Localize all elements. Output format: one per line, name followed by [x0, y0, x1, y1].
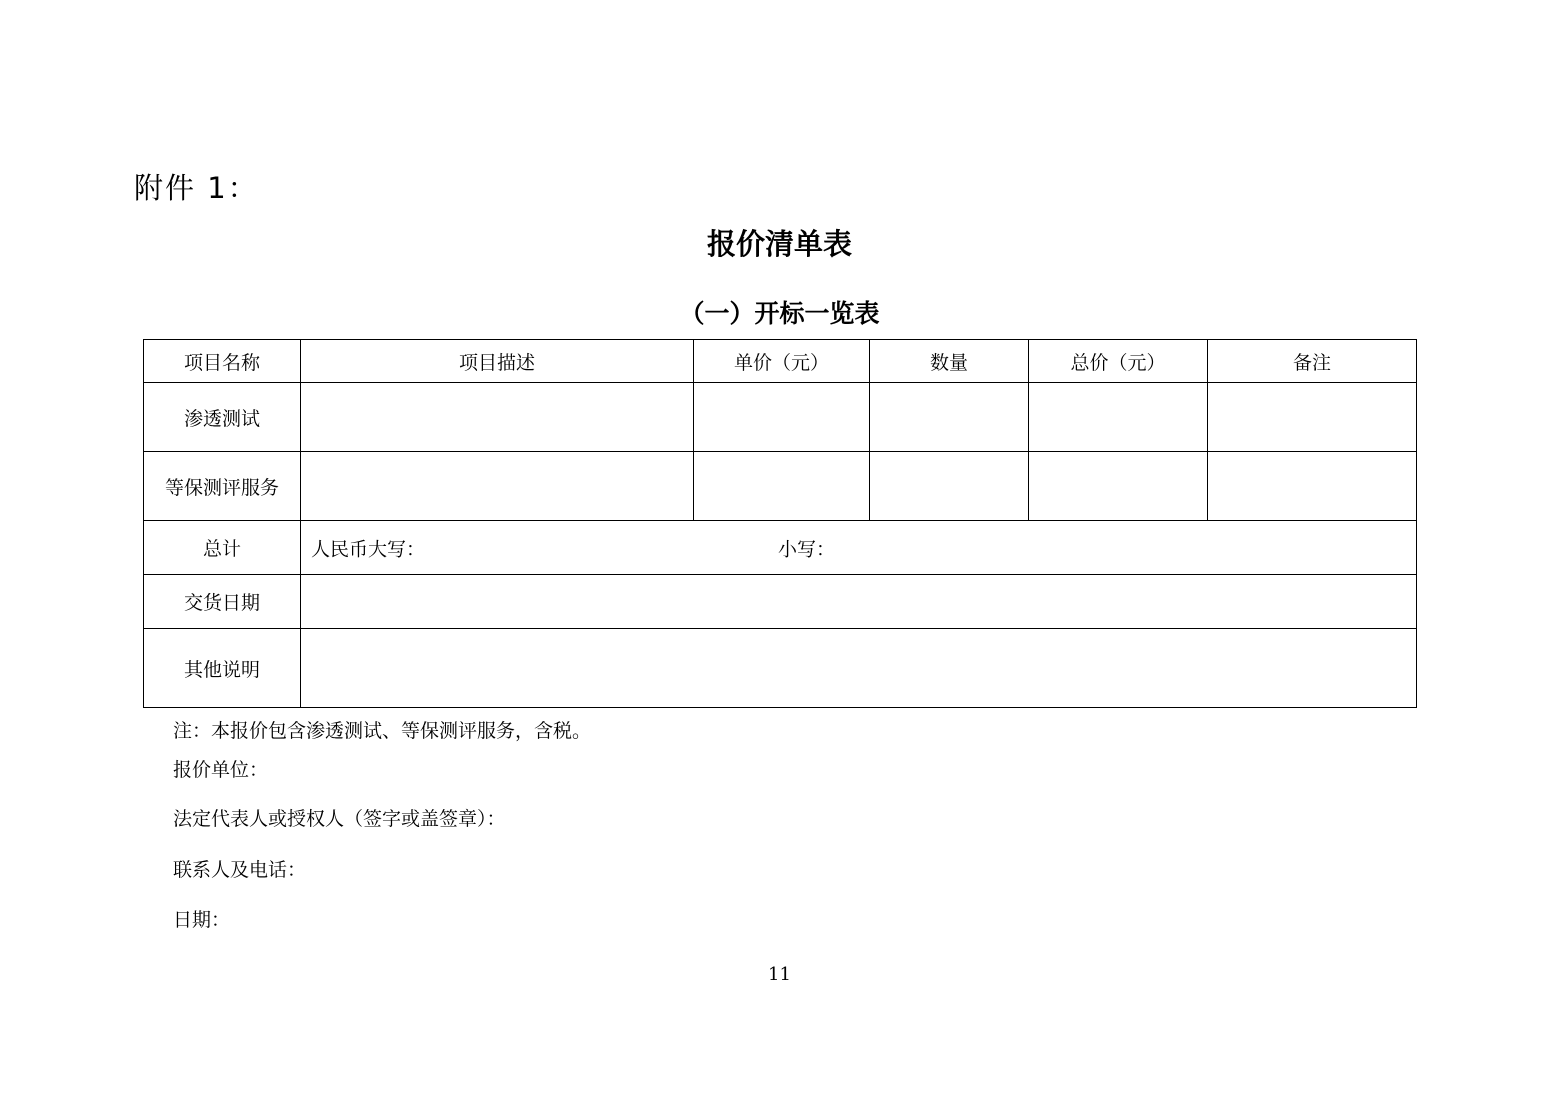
item-name: 渗透测试	[144, 383, 301, 452]
quote-table	[143, 339, 1417, 708]
other-notes-value-cell[interactable]	[301, 629, 1417, 708]
document-title: 报价清单表	[706, 227, 852, 261]
item-description-cell[interactable]	[301, 383, 694, 452]
item-unit-price-cell[interactable]	[694, 383, 870, 452]
date-label: 日期：	[173, 909, 231, 931]
other-notes-label: 其他说明	[144, 629, 301, 708]
header-unit-price: 单价（元）	[694, 340, 870, 383]
header-project-description: 项目描述	[301, 340, 694, 383]
item-remarks-cell[interactable]	[1208, 452, 1417, 521]
total-uppercase-label: 人民币大写：	[311, 538, 426, 560]
total-lowercase-label: 小写：	[778, 538, 836, 560]
header-quantity: 数量	[870, 340, 1029, 383]
item-total-price-cell[interactable]	[1029, 383, 1208, 452]
table-row	[144, 452, 1417, 521]
table-header-row	[144, 340, 1417, 383]
bidder-label: 报价单位：	[173, 759, 269, 781]
page-number: 11	[768, 964, 791, 985]
delivery-value-cell[interactable]	[301, 575, 1417, 629]
total-row	[144, 521, 1417, 575]
total-label: 总计	[144, 521, 301, 575]
section-subtitle: （一）开标一览表	[679, 299, 880, 328]
delivery-label: 交货日期	[144, 575, 301, 629]
contact-label: 联系人及电话：	[173, 859, 307, 881]
header-project-name: 项目名称	[144, 340, 301, 383]
item-total-price-cell[interactable]	[1029, 452, 1208, 521]
header-total-price: 总价（元）	[1029, 340, 1208, 383]
representative-label: 法定代表人或授权人（签字或盖签章）：	[173, 808, 506, 830]
item-remarks-cell[interactable]	[1208, 383, 1417, 452]
item-name: 等保测评服务	[144, 452, 301, 521]
table-row	[144, 383, 1417, 452]
other-notes-row	[144, 629, 1417, 708]
delivery-row	[144, 575, 1417, 629]
tax-note: 注：本报价包含渗透测试、等保测评服务，含税。	[173, 720, 592, 742]
annex-label: 附件 1：	[134, 171, 259, 205]
header-remarks: 备注	[1208, 340, 1417, 383]
item-quantity-cell[interactable]	[870, 452, 1029, 521]
item-description-cell[interactable]	[301, 452, 694, 521]
item-unit-price-cell[interactable]	[694, 452, 870, 521]
item-quantity-cell[interactable]	[870, 383, 1029, 452]
total-value-cell[interactable]	[301, 521, 1417, 575]
